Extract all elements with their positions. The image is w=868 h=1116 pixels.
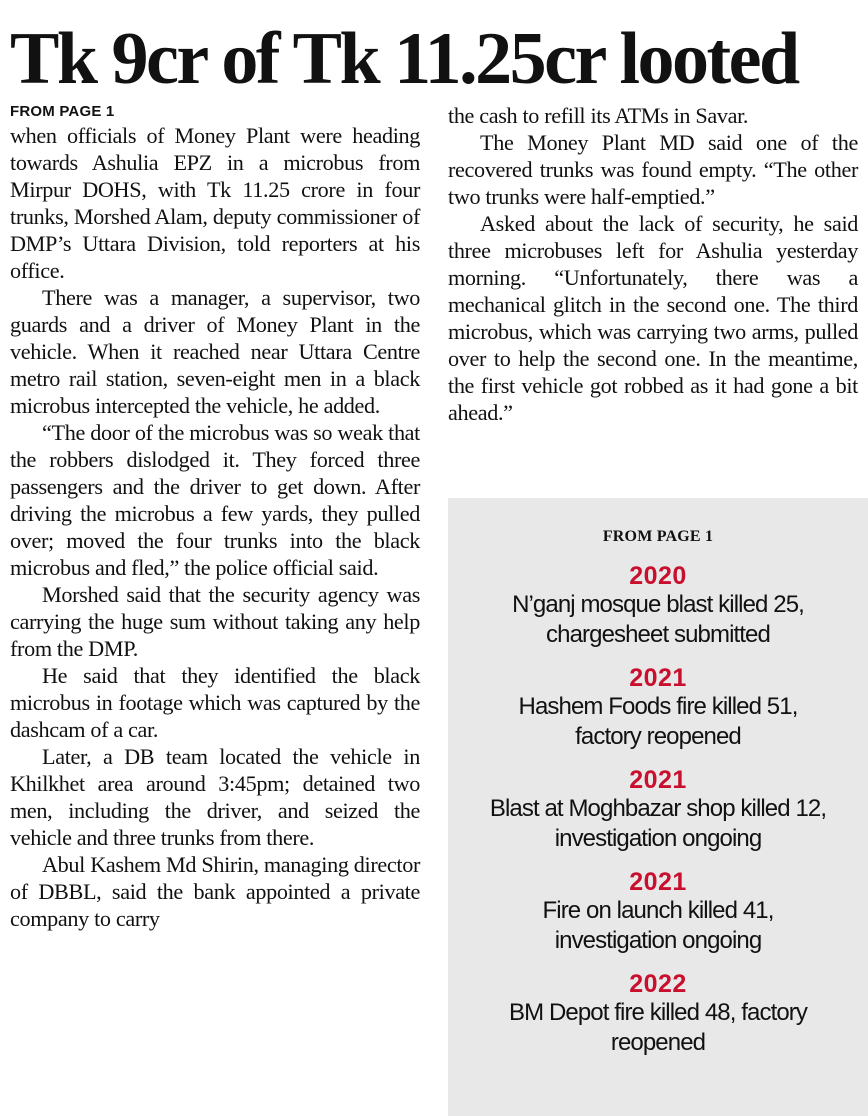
article-paragraph: Morshed said that the security agency was carrying the huge sum without taking any help from the DMP.	[10, 582, 420, 661]
timeline-events	[448, 562, 868, 1072]
article-paragraph: “The door of the microbus was so weak that the robbers dislodged it. They forced three passengers and the driver to get down. After driving the microbus a few yards, they pulled over; moved the four trunks into the black microbus and fled,” the police official said.	[10, 420, 420, 580]
article-column-right	[448, 102, 858, 426]
article-column-left	[10, 102, 420, 932]
event-description: Fire on launch killed 41, investigation ongoing	[542, 897, 774, 954]
article-paragraph: Later, a DB team located the vehicle in Khilkhet area around 3:45pm; detained two men, including the driver, and seized the vehicle and three trunks from there.	[10, 744, 420, 850]
timeline-event	[448, 766, 868, 854]
article-paragraph: There was a manager, a supervisor, two guards and a driver of Money Plant in the vehicle. When it reached near Uttara Centre metro rail station, seven-eight men in a black microbus intercepted the vehicle, he added.	[10, 285, 420, 418]
article-paragraph: the cash to refill its ATMs in Savar.	[448, 103, 749, 128]
article-kicker: FROM PAGE 1	[10, 103, 115, 120]
event-year: 2022	[629, 970, 687, 998]
event-description: N’ganj mosque blast killed 25, chargesheet submitted	[512, 591, 804, 648]
article-paragraph: He said that they identified the black microbus in footage which was captured by the dashcam of a car.	[10, 663, 420, 742]
event-year: 2021	[629, 664, 687, 692]
article-paragraph: when officials of Money Plant were heading towards Ashulia EPZ in a microbus from Mirpur DOHS, with Tk 11.25 crore in four trunks, Morshed Alam, deputy commissioner of DMP’s Uttara Division, told reporters at his office.	[10, 123, 420, 283]
article-paragraph: The Money Plant MD said one of the recovered trunks was found empty. “The other two trunks were half-emptied.”	[448, 130, 858, 209]
event-year: 2021	[629, 868, 687, 896]
event-description: BM Depot fire killed 48, factory reopened	[508, 999, 807, 1056]
article-paragraph: Asked about the lack of security, he said three microbuses left for Ashulia yesterday morning. “Unfortunately, there was a mechanical glitch in the second one. The third microbus, which was carrying two arms, pulled over to help the second one. In the meantime, the first vehicle got robbed as it had gone a bit ahead.”	[448, 211, 858, 425]
timeline-event	[448, 970, 868, 1058]
timeline-event	[448, 562, 868, 650]
event-year: 2020	[629, 562, 687, 590]
event-description: Blast at Moghbazar shop killed 12, investigation ongoing	[489, 795, 827, 852]
sidebar-kicker: FROM PAGE 1	[602, 528, 714, 545]
timeline-event	[448, 664, 868, 752]
headline: Tk 9cr of Tk 11.25cr looted	[10, 18, 798, 100]
event-year: 2021	[629, 766, 687, 794]
event-description: Hashem Foods fire killed 51, factory reopened	[518, 693, 798, 750]
timeline-sidebar	[448, 498, 868, 1116]
article-paragraph: Abul Kashem Md Shirin, managing director of DBBL, said the bank appointed a private company to carry	[10, 852, 420, 931]
timeline-event	[448, 868, 868, 956]
